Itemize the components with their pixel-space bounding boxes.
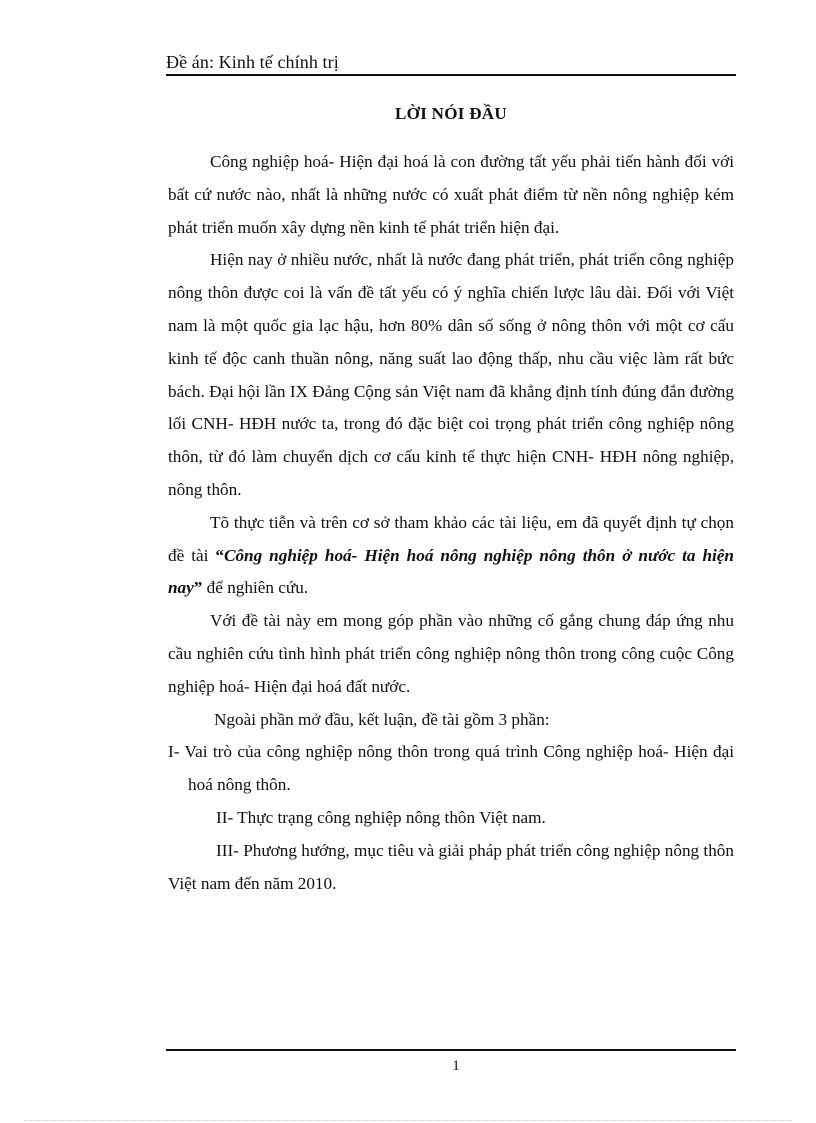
footer-divider: [166, 1049, 736, 1051]
quote-close: ”: [193, 578, 203, 598]
paragraph-purpose: Với đề tài này em mong góp phần vào những cố gắng chung đáp ứng nhu cầu nghiên cứu tình hình phát triển công nghiệp nông thôn trong công cuộc Công nghiệp hoá- Hiện đại hoá đất nước.: [168, 611, 734, 696]
paragraph-intro: Công nghiệp hoá- Hiện đại hoá là con đường tất yếu phải tiến hành đối với bất cứ nước nào, nhất là những nước có xuất phát điểm từ nền nông nghiệp kém phát triển muốn xây dựng nền kinh tế phát triển hiện đại.: [168, 152, 734, 237]
part-three-item: III- Phương hướng, mục tiêu và giải pháp phát triển công nghiệp nông thôn Việt nam đến năm 2010.: [168, 840, 734, 893]
quote-open: “: [215, 545, 224, 565]
topic-title: Công nghiệp hoá- Hiện hoá nông nghiệp nông thôn ở nước ta hiện nay: [168, 545, 734, 598]
document-header: Đề án: Kinh tế chính trị: [166, 52, 339, 72]
header-divider: [166, 74, 736, 76]
document-body: [168, 146, 734, 900]
page-number: 1: [452, 1058, 460, 1074]
page-edge: [24, 1120, 792, 1121]
topic-tail-text: để nghiên cứu.: [202, 578, 309, 598]
page-title: LỜI NÓI ĐẦU: [395, 104, 507, 123]
topic-lead-text: Tõ thực tiễn và trên cơ sở tham khảo các tài liệu, em đã quyết định tự chọn đề tài: [168, 512, 734, 565]
part-two-item: II- Thực trạng công nghiệp nông thôn Việt nam.: [216, 807, 546, 827]
paragraph-topic: [168, 507, 734, 605]
paragraph-structure: Ngoài phần mở đầu, kết luận, đề tài gồm 3 phần:: [214, 709, 550, 729]
paragraph-context: Hiện nay ở nhiều nước, nhất là nước đang phát triển, phát triển công nghiệp nông thôn được coi là vấn đề tất yếu có ý nghĩa chiến lược lâu dài. Đối với Việt nam là một quốc gia lạc hậu, hơn 80% dân số sống ở nông thôn với một cơ cấu kinh tế độc canh thuần nông, năng suất lao động thấp, nhu cầu việc làm rất bức bách. Đại hội lần IX Đảng Cộng sản Việt nam đã khẳng định tính đúng đắn đường lối CNH- HĐH nước ta, trong đó đặc biệt coi trọng phát triển công nghiệp nông thôn, từ đó làm chuyển dịch cơ cấu kinh tế thực hiện CNH- HĐH nông nghiệp, nông thôn.: [168, 250, 734, 499]
part-one-item: I- Vai trò của công nghiệp nông thôn trong quá trình Công nghiệp hoá- Hiện đại hoá nông thôn.: [168, 742, 734, 795]
